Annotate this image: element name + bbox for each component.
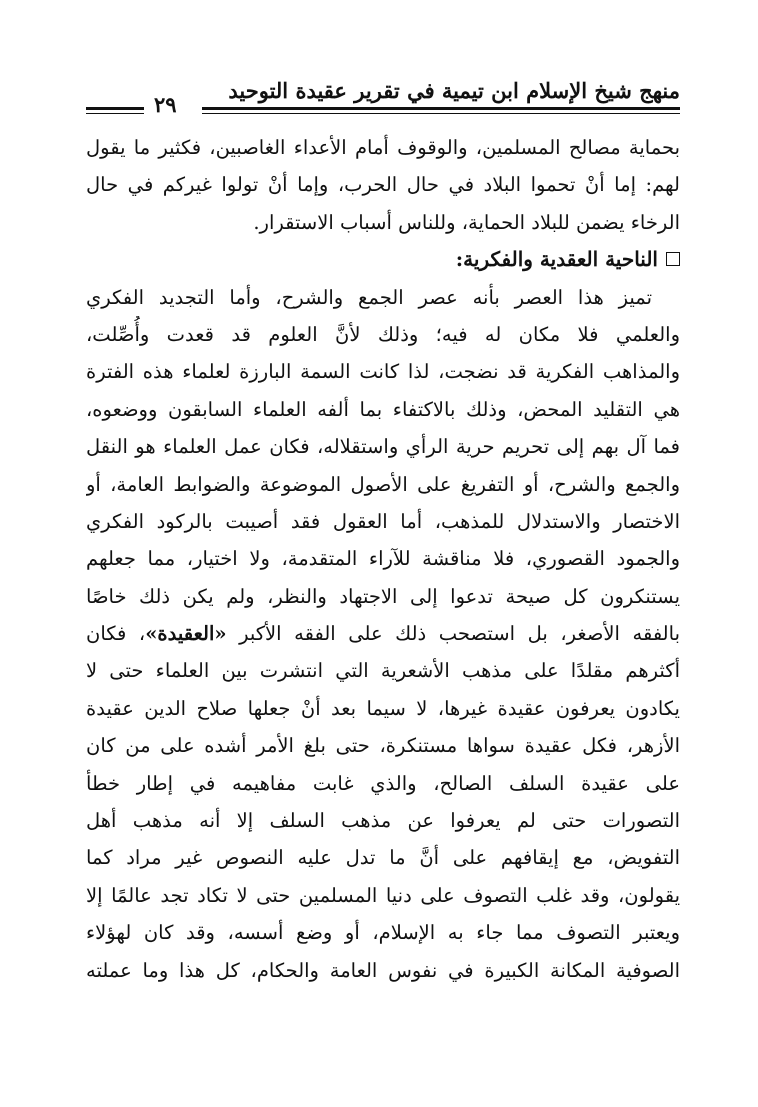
text-line-with-emphasis [86, 615, 680, 652]
text-line: الصوفية المكانة الكبيرة في نفوس العامة والحكام، كل هذا وما عملته [86, 958, 680, 982]
section-heading-text: الناحية العقدية والفكرية: [455, 247, 658, 272]
text-line: أكثرهم مقلدًا على مذهب الأشعرية التي انتشرت بين العلماء حتى لا [86, 659, 680, 683]
text-line: يكادون يعرفون عقيدة غيرها، لا سيما بعد أنْ جعلها صلاح الدين عقيدة [86, 696, 680, 720]
text-line: والعلمي فلا مكان له فيه؛ وذلك لأنَّ العلوم قد قعدت وأُصِّلت، [86, 322, 680, 346]
text-line: والجمود القصوري، فلا مناقشة للآراء المتقدمة، ولا اختيار، مما جعلهم [86, 547, 680, 571]
text-line: يقولون، وقد غلب التصوف على دنيا المسلمين حتى لا تكاد تجد عالمًا إلا [86, 883, 680, 907]
header-rule-left [86, 107, 144, 114]
text-line: لهم: إما أنْ تحموا البلاد في حال الحرب، وإما أنْ تولوا غيركم في حال [86, 173, 680, 197]
section-heading [86, 241, 680, 278]
text-line: والجمع والشرح، أو التفريغ على الأصول الموضوعة والضوابط العامة، أو [86, 472, 680, 496]
text-line: الأزهر، فكل عقيدة سواها مستنكرة، حتى بلغ الأمر أشده على من كان [86, 734, 680, 758]
text-line: على عقيدة السلف الصالح، والذي غابت مفاهيمه في إطار خطأ [86, 771, 680, 795]
text-line: الرخاء يضمن للبلاد الحماية، وللناس أسباب الاستقرار. [253, 210, 680, 234]
body-text [86, 129, 680, 989]
text-line: هي التقليد المحض، وذلك بالاكتفاء بما ألفه العلماء السابقون ووضعوه، [86, 397, 680, 421]
page-header [86, 78, 680, 118]
emphasized-term: «العقيدة» [145, 622, 227, 646]
header-rule-right [202, 107, 680, 114]
text-segment: بالفقه الأصغر، بل استصحب ذلك على الفقه الأكبر [226, 622, 680, 646]
text-line: الاختصار والاستدلال للمذهب، أما العقول فقد أصيبت بالركود الفكري [86, 509, 680, 533]
text-line: والمذاهب الفكرية قد نضجت، لذا كانت السمة البارزة لعلماء هذه الفترة [86, 360, 680, 384]
text-line: ويعتبر التصوف مما جاء به الإسلام، أو وضع أسسه، وقد كان لهؤلاء [86, 921, 680, 945]
page-number: ٢٩ [154, 92, 177, 117]
text-segment: ، فكان [86, 622, 146, 646]
text-line: يستنكرون كل صيحة تدعوا إلى الاجتهاد والنظر، ولم يكن ذلك خاصًا [86, 584, 680, 608]
text-line: التصورات حتى لم يعرفوا عن مذهب السلف إلا أنه مذهب أهل [86, 809, 680, 833]
checkbox-square-icon [666, 252, 680, 266]
text-line: فما آل بهم إلى تحريم حرية الرأي واستقلاله، فكان عمل العلماء هو النقل [86, 435, 680, 459]
running-title: منهج شيخ الإسلام ابن تيمية في تقرير عقيدة التوحيد [228, 78, 680, 103]
text-line: التفويض، مع إيقافهم على أنَّ ما تدل عليه النصوص غير مراد كما [86, 846, 680, 870]
text-line: بحماية مصالح المسلمين، والوقوف أمام الأعداء الغاصبين، فكثير ما يقول [86, 136, 680, 159]
text-line: تميز هذا العصر بأنه عصر الجمع والشرح، وأما التجديد الفكري [86, 285, 652, 309]
